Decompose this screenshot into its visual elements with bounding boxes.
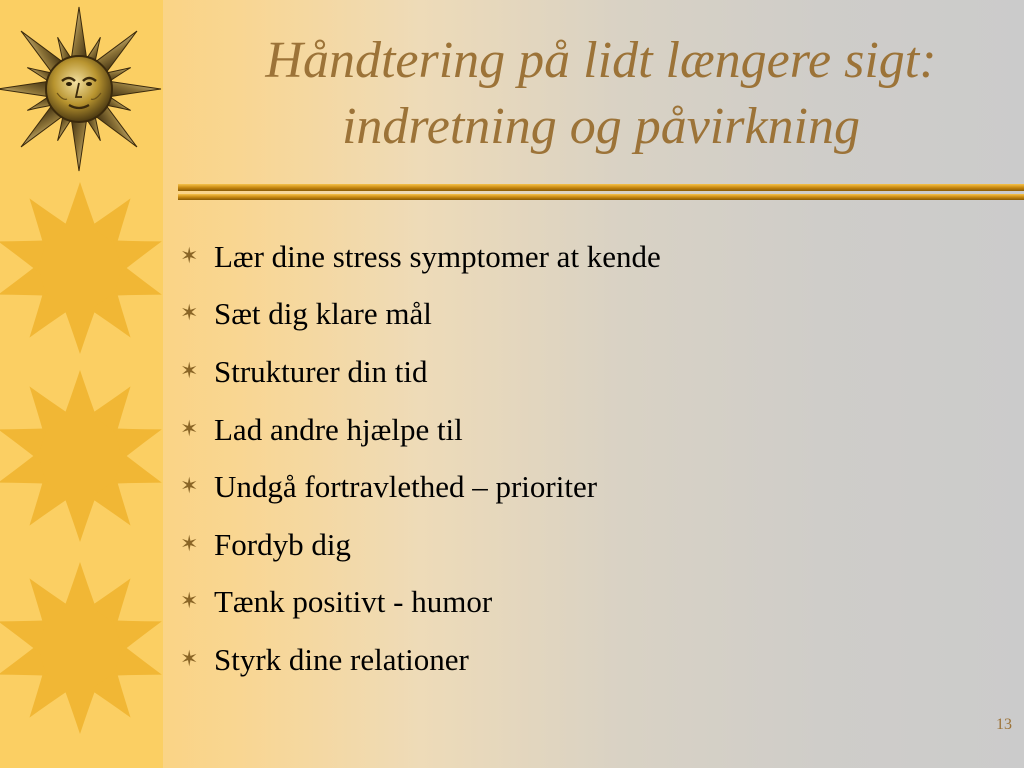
list-item <box>180 286 661 344</box>
title-underline-rule <box>178 182 1024 204</box>
sun-icon <box>0 180 163 356</box>
star-bullet-icon: ✶ <box>180 358 199 384</box>
list-item <box>180 516 661 574</box>
list-item <box>180 343 661 401</box>
star-bullet-icon: ✶ <box>180 416 199 442</box>
bullet-text: Sæt dig klare mål <box>214 296 432 332</box>
list-item <box>180 458 661 516</box>
star-bullet-icon: ✶ <box>180 589 199 615</box>
bullet-text: Fordyb dig <box>214 526 351 562</box>
bullet-list <box>180 228 661 689</box>
bullet-text: Lad andre hjælpe til <box>214 411 463 447</box>
list-item <box>180 401 661 459</box>
bullet-text: Strukturer din tid <box>214 353 428 389</box>
bullet-text: Undgå fortravlethed – prioriter <box>214 469 598 505</box>
page-number: 13 <box>996 716 1012 733</box>
star-bullet-icon: ✶ <box>180 474 199 500</box>
slide-title <box>178 28 1024 160</box>
sun-icon <box>0 368 163 544</box>
star-bullet-icon: ✶ <box>180 243 199 269</box>
bullet-text: Styrk dine relationer <box>214 641 469 677</box>
bullet-text: Tænk positivt - humor <box>214 584 493 620</box>
star-bullet-icon: ✶ <box>180 301 199 327</box>
list-item <box>180 631 661 689</box>
slide-title-line-2: indretning og påvirkning <box>341 98 861 155</box>
list-item <box>180 574 661 632</box>
bullet-text: Lær dine stress symptomer at kende <box>214 238 661 274</box>
slide-title-line-1: Håndtering på lidt længere sigt: <box>265 32 937 89</box>
sun-icon <box>0 560 163 736</box>
star-bullet-icon: ✶ <box>180 646 199 672</box>
sun-face-icon <box>0 4 163 174</box>
sun-decoration-strip <box>0 0 163 768</box>
star-bullet-icon: ✶ <box>180 531 199 557</box>
list-item <box>180 228 661 286</box>
